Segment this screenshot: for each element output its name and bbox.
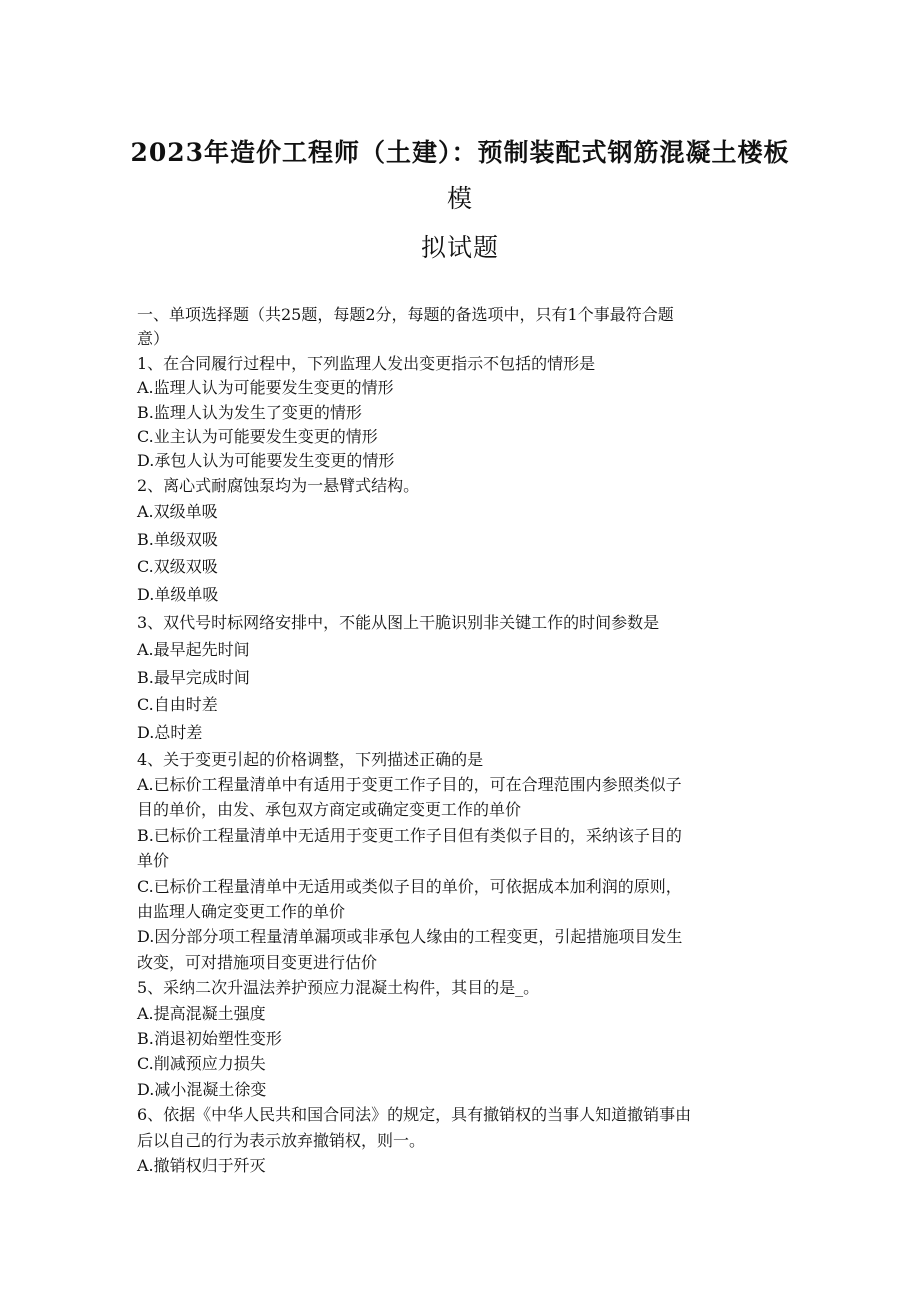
answer-option: A.监理人认为可能要发生变更的情形 bbox=[137, 378, 394, 398]
answer-option: B.最早完成时间 bbox=[137, 667, 250, 687]
answer-option: C.已标价工程量清单中无适用或类似子目的单价，可依据成本加利润的原则， bbox=[137, 876, 682, 896]
answer-option-continued: 目的单价，由发、承包双方商定或确定变更工作的单价 bbox=[137, 800, 522, 820]
answer-option: A.最早起先时间 bbox=[137, 640, 250, 660]
answer-option: D.减小混凝土徐变 bbox=[137, 1079, 267, 1099]
document-title-line-3: 拟试题 bbox=[420, 233, 499, 262]
document-title-line-2: 模 bbox=[446, 184, 473, 213]
answer-option: C.削减预应力损失 bbox=[137, 1054, 266, 1074]
answer-option: A.已标价工程量清单中有适用于变更工作子目的，可在合理范围内参照类似子 bbox=[137, 775, 682, 794]
question-stem: 6、依据《中华人民共和国合同法》的规定，具有撤销权的当事人知道撤销事由 bbox=[137, 1105, 692, 1125]
question-stem-continued: 后以自己的行为表示放弃撤销权，则一。 bbox=[137, 1130, 426, 1150]
section-heading: 一、单项选择题（共25题，每题2分，每题的备选项中，只有1个事最符合题 bbox=[137, 305, 674, 324]
document-title-line-1: 2023年造价工程师（土建）：预制装配式钢筋混凝土楼板 bbox=[130, 138, 790, 167]
answer-option: B.已标价工程量清单中无适用于变更工作子目但有类似子目的，采纳该子目的 bbox=[137, 825, 682, 845]
answer-option: B.消退初始塑性变形 bbox=[137, 1029, 282, 1049]
question-stem: 2、离心式耐腐蚀泵均为一悬臂式结构。 bbox=[137, 475, 420, 495]
answer-option: D.承包人认为可能要发生变更的情形 bbox=[137, 451, 395, 471]
question-stem: 5、采纳二次升温法养护预应力混凝土构件，其目的是_。 bbox=[137, 978, 540, 998]
answer-option: C.自由时差 bbox=[137, 695, 218, 715]
question-content bbox=[137, 303, 782, 1179]
answer-option: C.业主认为可能要发生变更的情形 bbox=[137, 427, 378, 447]
question-stem: 3、双代号时标网络安排中，不能从图上干脆识别非关键工作的时间参数是 bbox=[137, 612, 660, 632]
answer-option: A.提高混凝土强度 bbox=[137, 1003, 266, 1023]
answer-option: A.双级单吸 bbox=[137, 502, 218, 522]
answer-option: A.撤销权归于歼灭 bbox=[137, 1156, 266, 1176]
section-heading-continued: 意） bbox=[137, 329, 170, 349]
answer-option: B.监理人认为发生了变更的情形 bbox=[137, 402, 362, 422]
answer-option: C.双级双吸 bbox=[137, 557, 218, 577]
answer-option: D.因分部分项工程量清单漏项或非承包人缘由的工程变更，引起措施项目发生 bbox=[137, 927, 683, 947]
answer-option: D.总时差 bbox=[137, 723, 203, 742]
answer-option: B.单级双吸 bbox=[137, 529, 218, 549]
question-stem: 4、关于变更引起的价格调整，下列描述正确的是 bbox=[137, 749, 484, 769]
answer-option-continued: 改变，可对措施项目变更进行估价 bbox=[137, 952, 378, 972]
answer-option-continued: 单价 bbox=[137, 851, 170, 871]
question-stem: 1、在合同履行过程中，下列监理人发出变更指示不包括的情形是 bbox=[137, 353, 596, 373]
answer-option: D.单级单吸 bbox=[137, 585, 219, 605]
answer-option-continued: 由监理人确定变更工作的单价 bbox=[137, 902, 346, 922]
